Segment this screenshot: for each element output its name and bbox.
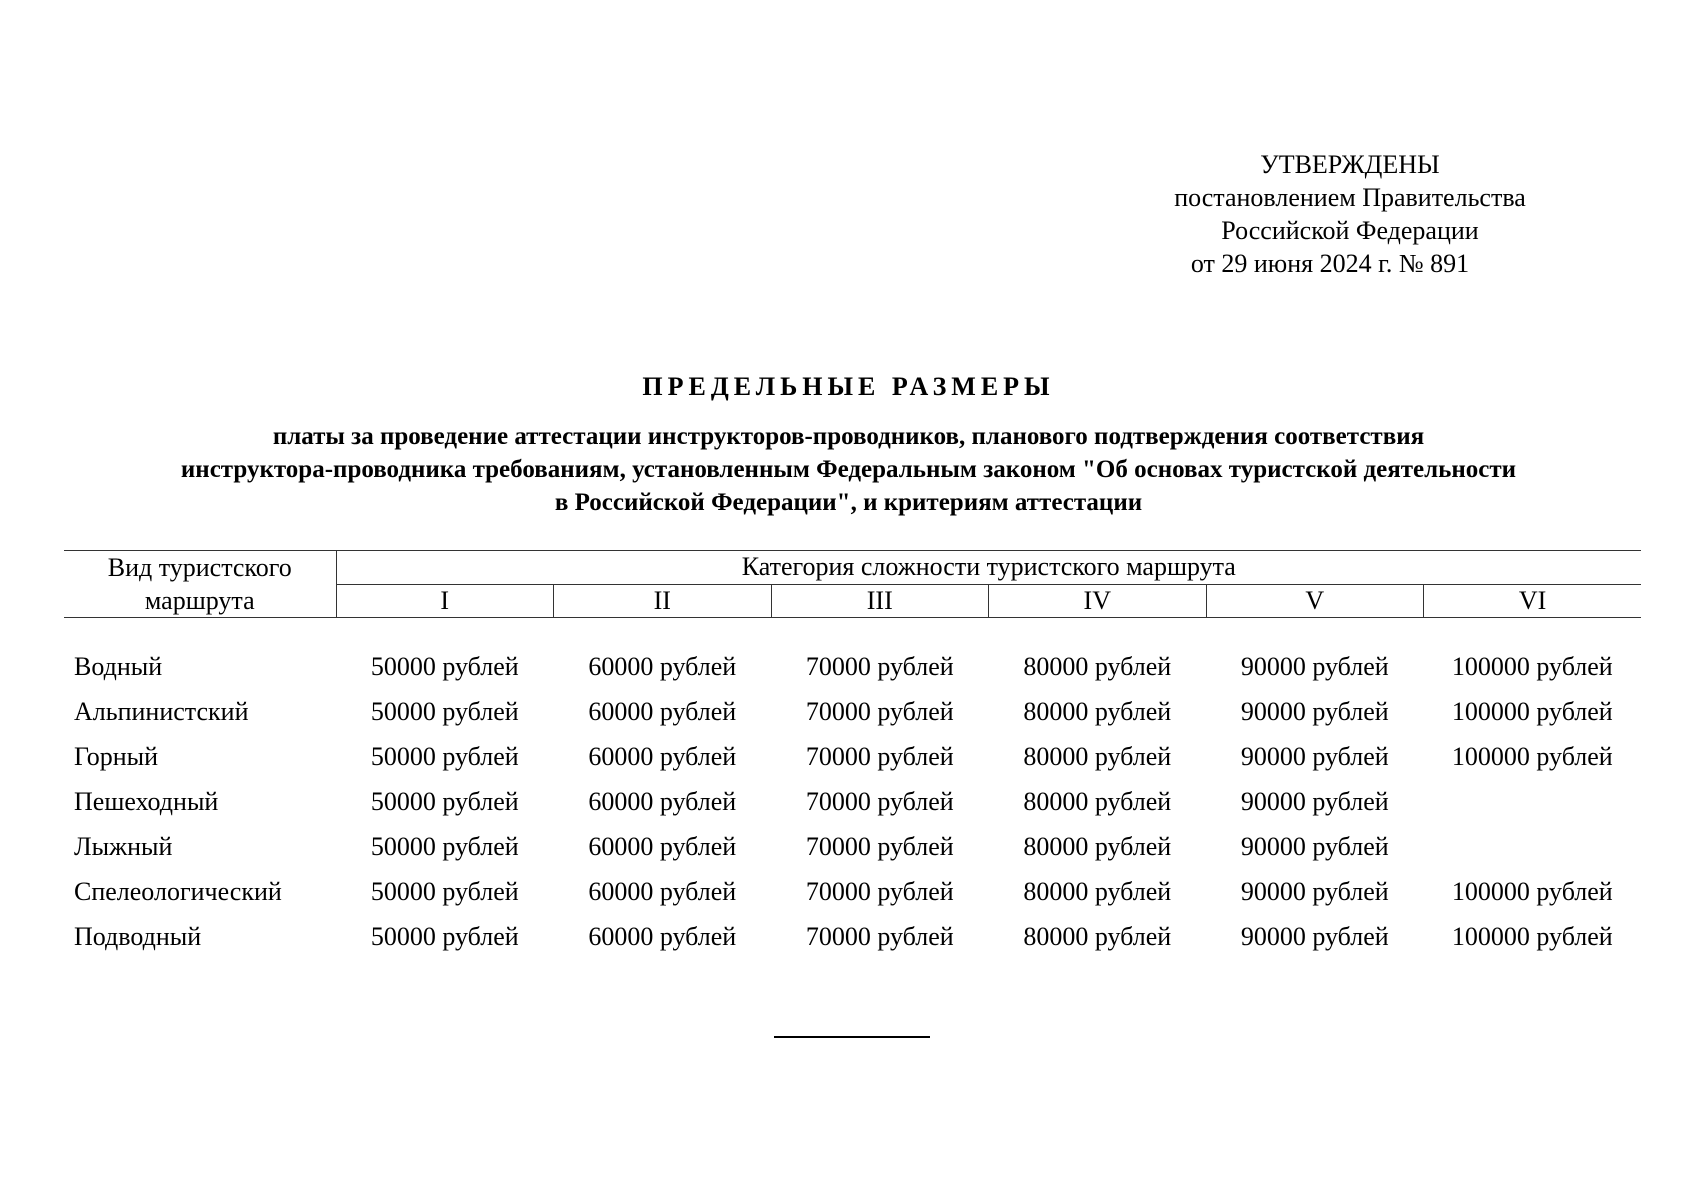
route-type-cell: Водный xyxy=(74,651,163,681)
fee-cell: 60000 рублей xyxy=(588,741,737,771)
fee-cell: 60000 рублей xyxy=(588,921,737,951)
table-row xyxy=(64,689,1641,734)
fee-cell: 60000 рублей xyxy=(588,876,737,906)
fee-cell: 80000 рублей xyxy=(1023,876,1172,906)
category-header: IV xyxy=(989,584,1207,618)
fee-cell: 80000 рублей xyxy=(1023,741,1172,771)
approval-line-2: Российской Федерации xyxy=(1221,216,1479,245)
fee-cell: 50000 рублей xyxy=(370,696,519,726)
fee-cell: 90000 рублей xyxy=(1240,831,1389,861)
fee-cell: 70000 рублей xyxy=(805,876,954,906)
fee-cell: 70000 рублей xyxy=(805,921,954,951)
fee-cell: 100000 рублей xyxy=(1451,921,1613,951)
fee-cell: 90000 рублей xyxy=(1240,786,1389,816)
fee-cell: 60000 рублей xyxy=(588,786,737,816)
fee-cell: 90000 рублей xyxy=(1240,696,1389,726)
fee-cell: 70000 рублей xyxy=(805,696,954,726)
fees-table-header xyxy=(64,551,1641,618)
fees-table-body xyxy=(64,618,1641,960)
fee-cell: 80000 рублей xyxy=(1023,921,1172,951)
category-header: V xyxy=(1206,584,1424,618)
table-row xyxy=(64,824,1641,869)
fee-cell: 90000 рублей xyxy=(1240,741,1389,771)
table-spacer xyxy=(64,618,1641,645)
fee-cell: 90000 рублей xyxy=(1240,651,1389,681)
fee-cell: 100000 рублей xyxy=(1451,696,1613,726)
document-subtitle-line-2: инструктора-проводника требованиям, установленным Федеральным законом "Об основах туристской деятельности xyxy=(180,456,1517,483)
fee-cell: 60000 рублей xyxy=(588,651,737,681)
approval-block xyxy=(1150,148,1550,280)
approval-line-1: постановлением Правительства xyxy=(1174,183,1526,212)
fee-cell: 50000 рублей xyxy=(370,741,519,771)
route-type-cell: Спелеологический xyxy=(74,876,282,906)
fee-cell: 50000 рублей xyxy=(370,921,519,951)
route-type-header xyxy=(64,551,336,618)
route-type-cell: Горный xyxy=(74,741,159,771)
table-row xyxy=(64,914,1641,959)
approval-date-line: от 29 июня 2024 г. № 891 xyxy=(1190,249,1470,278)
fee-cell: 70000 рублей xyxy=(805,831,954,861)
fee-cell: 50000 рублей xyxy=(370,651,519,681)
fee-cell: 70000 рублей xyxy=(805,651,954,681)
table-row xyxy=(64,869,1641,914)
fee-cell: 60000 рублей xyxy=(588,831,737,861)
category-group-header: Категория сложности туристского маршрута xyxy=(336,551,1641,585)
fee-cell: 80000 рублей xyxy=(1023,696,1172,726)
approval-heading: УТВЕРЖДЕНЫ xyxy=(1260,150,1440,179)
table-row xyxy=(64,734,1641,779)
fee-cell xyxy=(1424,779,1642,824)
fee-cell: 70000 рублей xyxy=(805,741,954,771)
fee-cell: 100000 рублей xyxy=(1451,876,1613,906)
route-type-cell: Лыжный xyxy=(74,831,173,861)
document-subtitle xyxy=(60,420,1637,519)
route-type-cell: Пешеходный xyxy=(74,786,219,816)
fee-cell: 50000 рублей xyxy=(370,831,519,861)
category-header: I xyxy=(336,584,554,618)
category-header: II xyxy=(554,584,772,618)
fee-cell xyxy=(1424,824,1642,869)
fees-table xyxy=(64,550,1641,959)
fee-cell: 100000 рублей xyxy=(1451,741,1613,771)
route-type-cell: Подводный xyxy=(74,921,202,951)
fee-cell: 50000 рублей xyxy=(370,786,519,816)
route-type-header-line-2: маршрута xyxy=(144,586,255,615)
end-of-document-rule xyxy=(774,1036,930,1038)
fee-cell: 100000 рублей xyxy=(1451,651,1613,681)
fee-cell: 80000 рублей xyxy=(1023,786,1172,816)
category-header: VI xyxy=(1424,584,1642,618)
document-subtitle-line-1: платы за проведение аттестации инструкторов-проводников, планового подтверждения соответствия xyxy=(272,423,1425,450)
route-type-header-line-1: Вид туристского xyxy=(107,553,292,582)
table-row xyxy=(64,779,1641,824)
fee-cell: 90000 рублей xyxy=(1240,876,1389,906)
fee-cell: 50000 рублей xyxy=(370,876,519,906)
fee-cell: 80000 рублей xyxy=(1023,651,1172,681)
document-title: ПРЕДЕЛЬНЫЕ РАЗМЕРЫ xyxy=(642,372,1055,401)
fee-cell: 90000 рублей xyxy=(1240,921,1389,951)
fee-cell: 70000 рублей xyxy=(805,786,954,816)
document-subtitle-line-3: в Российской Федерации", и критериям аттестации xyxy=(554,489,1143,516)
table-row xyxy=(64,644,1641,689)
route-type-cell: Альпинистский xyxy=(74,696,249,726)
fee-cell: 80000 рублей xyxy=(1023,831,1172,861)
category-header: III xyxy=(771,584,989,618)
fee-cell: 60000 рублей xyxy=(588,696,737,726)
